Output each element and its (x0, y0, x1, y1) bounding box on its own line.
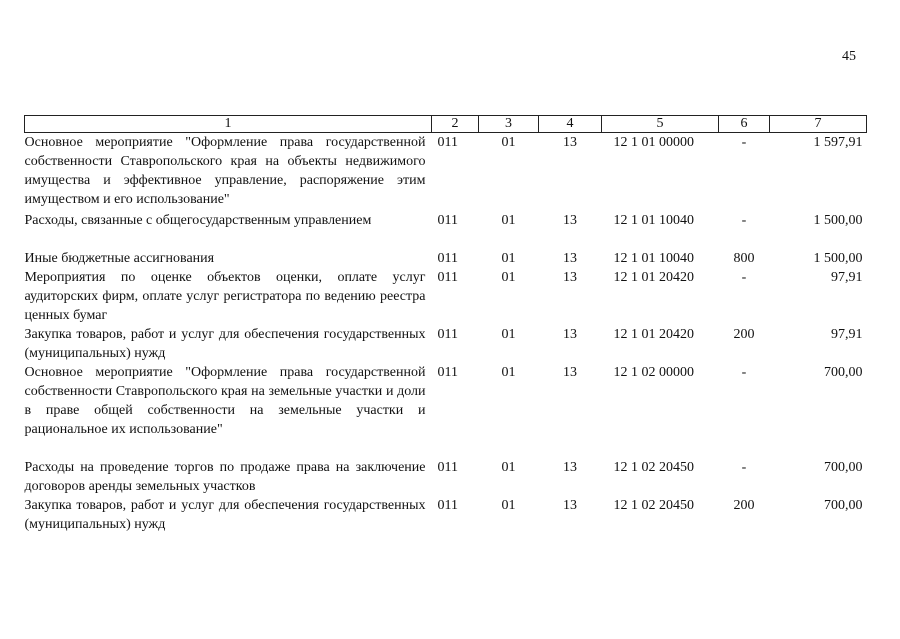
row-expense-type: 200 (733, 498, 755, 513)
table-row (25, 458, 867, 496)
row-code-subsection: 13 (563, 213, 577, 228)
table-row (25, 496, 867, 534)
row-target-article: 12 1 02 20450 (613, 460, 694, 475)
row-name: Закупка товаров, работ и услуг для обеспечения государственных (муниципальных) нужд (24, 498, 426, 532)
row-name: Закупка товаров, работ и услуг для обеспечения государственных (муниципальных) нужд (24, 327, 426, 361)
column-header-6: 6 (719, 116, 770, 133)
row-name: Мероприятия по оценке объектов оценки, оплате услуг аудиторских фирм, оплате услуг регистратора по ведению реестра ценных бумаг (24, 270, 426, 323)
column-header-7: 7 (770, 116, 867, 133)
table-row (25, 133, 867, 210)
row-target-article: 12 1 01 20420 (613, 270, 694, 285)
table-row (25, 209, 867, 249)
row-target-article: 12 1 01 10040 (613, 213, 694, 228)
row-code-subsection: 13 (563, 365, 577, 380)
row-name: Расходы на проведение торгов по продаже права на заключение договоров аренды земельных участков (24, 460, 426, 494)
row-target-article: 12 1 02 00000 (613, 365, 694, 380)
row-amount: 97,91 (831, 270, 863, 285)
row-code-ministry: 011 (437, 327, 458, 342)
row-target-article: 12 1 01 00000 (613, 135, 694, 150)
row-code-ministry: 011 (437, 270, 458, 285)
row-code-section: 01 (501, 251, 516, 266)
row-expense-type: 200 (733, 327, 755, 342)
table-row (25, 249, 867, 268)
row-code-section: 01 (501, 460, 516, 475)
column-header-2: 2 (432, 116, 479, 133)
row-expense-type: - (741, 213, 747, 228)
row-code-section: 01 (501, 270, 516, 285)
page-number: 45 (842, 49, 856, 64)
row-code-ministry: 011 (437, 135, 458, 150)
row-amount: 700,00 (824, 365, 863, 380)
row-code-subsection: 13 (563, 135, 577, 150)
row-code-ministry: 011 (437, 460, 458, 475)
row-code-subsection: 13 (563, 460, 577, 475)
table-row (25, 363, 867, 458)
row-code-ministry: 011 (437, 498, 458, 513)
row-expense-type: - (741, 270, 747, 285)
row-amount: 1 500,00 (813, 251, 863, 266)
row-target-article: 12 1 01 10040 (613, 251, 694, 266)
row-amount: 1 597,91 (813, 135, 863, 150)
row-expense-type: - (741, 365, 747, 380)
row-code-ministry: 011 (437, 365, 458, 380)
row-code-subsection: 13 (563, 498, 577, 513)
row-code-section: 01 (501, 365, 516, 380)
column-header-3: 3 (479, 116, 539, 133)
row-code-section: 01 (501, 213, 516, 228)
row-code-ministry: 011 (437, 251, 458, 266)
table-header-row (25, 116, 867, 133)
row-code-section: 01 (501, 498, 516, 513)
row-code-ministry: 011 (437, 213, 458, 228)
column-header-4: 4 (539, 116, 602, 133)
row-amount: 700,00 (824, 460, 863, 475)
row-name: Основное мероприятие "Оформление права государственной собственности Ставропольского края на земельные участки и доли в праве общей собственности на земельные участки и рациональное их использование" (24, 365, 426, 437)
table-row (25, 268, 867, 325)
row-expense-type: - (741, 460, 747, 475)
row-code-subsection: 13 (563, 251, 577, 266)
row-code-subsection: 13 (563, 327, 577, 342)
row-name: Основное мероприятие "Оформление права государственной собственности Ставропольского края на объекты недвижимого имущества и эффективное управление, распоряжение этим имуществом и его использование" (24, 135, 426, 207)
row-name: Расходы, связанные с общегосударственным управлением (24, 213, 372, 228)
row-amount: 700,00 (824, 498, 863, 513)
row-code-section: 01 (501, 327, 516, 342)
row-expense-type: - (741, 135, 747, 150)
row-name: Иные бюджетные ассигнования (24, 251, 215, 266)
row-amount: 1 500,00 (813, 213, 863, 228)
table-row (25, 325, 867, 363)
budget-table (24, 115, 867, 534)
row-target-article: 12 1 02 20450 (613, 498, 694, 513)
row-code-subsection: 13 (563, 270, 577, 285)
row-amount: 97,91 (831, 327, 863, 342)
column-header-1: 1 (25, 116, 432, 133)
column-header-5: 5 (602, 116, 719, 133)
row-code-section: 01 (501, 135, 516, 150)
row-target-article: 12 1 01 20420 (613, 327, 694, 342)
row-expense-type: 800 (733, 251, 755, 266)
